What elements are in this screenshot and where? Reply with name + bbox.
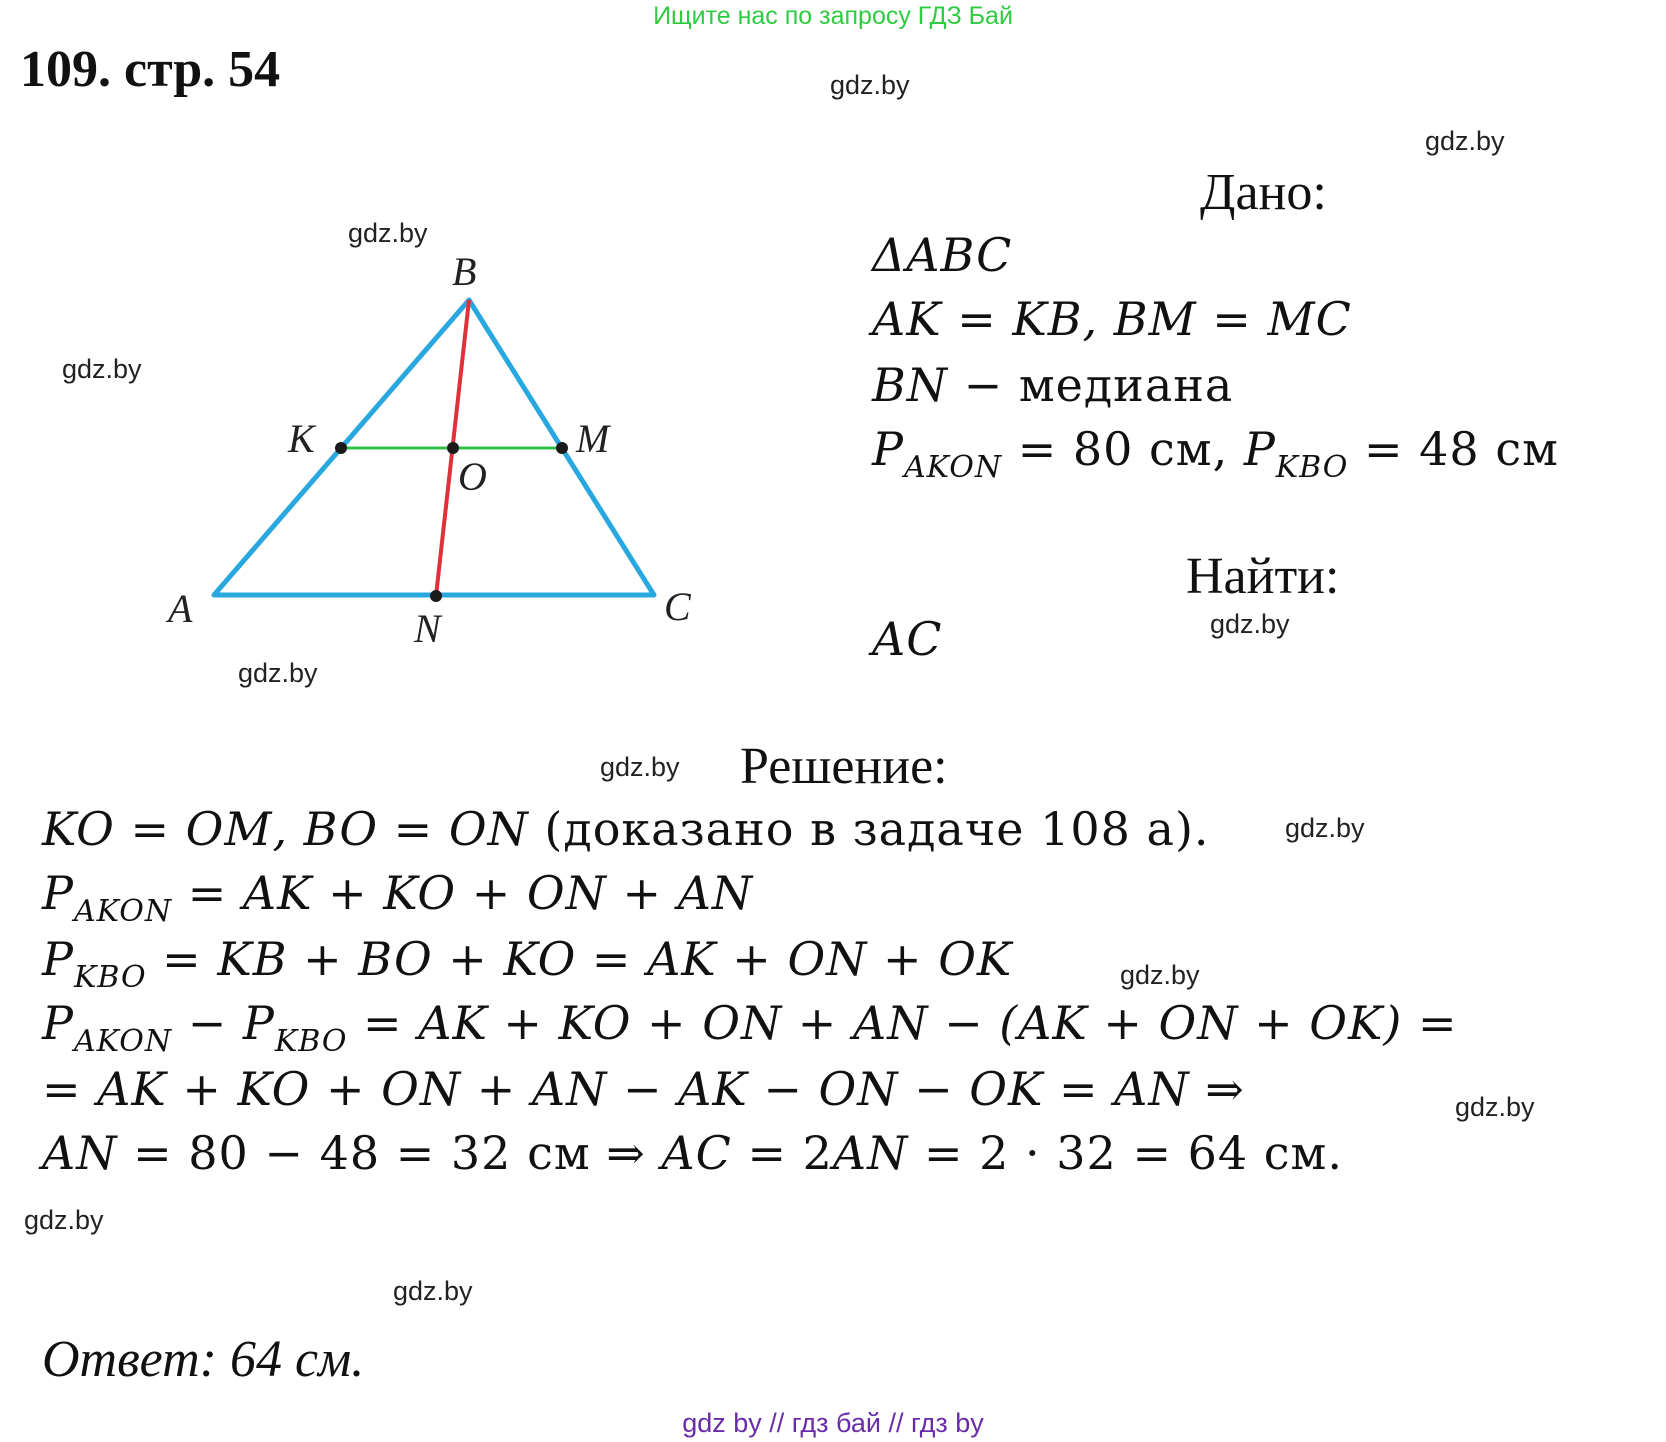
watermark: gdz.by	[1425, 126, 1505, 156]
solution-line: $P_{AKON}$ = AK + KO + ON + AN	[42, 866, 754, 929]
solution-line: KO = OM, BO = ON (доказано в задаче 108 а).	[42, 802, 1210, 856]
triangle-figure	[0, 0, 760, 720]
footer-links: gdz by // гдз бай // гдз by	[682, 1408, 984, 1438]
point-n	[430, 590, 442, 602]
label-b: B	[452, 249, 477, 294]
watermark: gdz.by	[1120, 960, 1200, 990]
watermark: gdz.by	[600, 752, 680, 782]
label-n: N	[414, 606, 441, 651]
label-c: C	[664, 584, 691, 629]
given-line: BN − медиана	[872, 358, 1234, 412]
point-m	[556, 442, 568, 454]
watermark: gdz.by	[348, 218, 428, 248]
label-k: K	[288, 416, 315, 461]
solution-line: $P_{KBO}$ = KB + BO + KO = AK + ON + OK	[42, 932, 1013, 995]
solution-heading: Решение:	[740, 738, 948, 795]
given-line: $P_{AKON} = 80$ см, $P_{KBO} = 48$ см	[872, 422, 1559, 485]
watermark: gdz.by	[393, 1276, 473, 1306]
watermark: gdz.by	[24, 1205, 104, 1235]
watermark: gdz.by	[830, 70, 910, 100]
problem-title: 109. стр. 54	[20, 41, 281, 98]
point-k	[335, 442, 347, 454]
given-line: AK = KB, BM = MC	[872, 292, 1352, 346]
given-line: ΔABC	[872, 228, 1013, 282]
point-o	[447, 442, 459, 454]
watermark: gdz.by	[1455, 1092, 1535, 1122]
answer: Ответ: 64 см.	[42, 1331, 365, 1388]
find-value: AC	[872, 612, 943, 666]
solution-line: = AK + KO + ON + AN − AK − ON − OK = AN ⇒	[42, 1062, 1245, 1116]
watermark: gdz.by	[62, 354, 142, 384]
search-banner: Ищите нас по запросу ГДЗ Бай	[653, 2, 1013, 30]
watermark: gdz.by	[1210, 609, 1290, 639]
given-heading: Дано:	[1200, 164, 1327, 221]
label-o: O	[458, 454, 487, 499]
find-heading: Найти:	[1186, 548, 1340, 605]
solution-line: $P_{AKON} - P_{KBO}$ = AK + KO + ON + AN − (AK + ON + OK) =	[42, 996, 1458, 1059]
watermark: gdz.by	[238, 658, 318, 688]
watermark: gdz.by	[1285, 813, 1365, 843]
solution-line: AN = 80 − 48 = 32 см ⇒ AC = 2AN = 2 · 32 = 64 см.	[42, 1126, 1343, 1180]
label-a: A	[168, 586, 193, 631]
label-m: M	[576, 416, 610, 461]
